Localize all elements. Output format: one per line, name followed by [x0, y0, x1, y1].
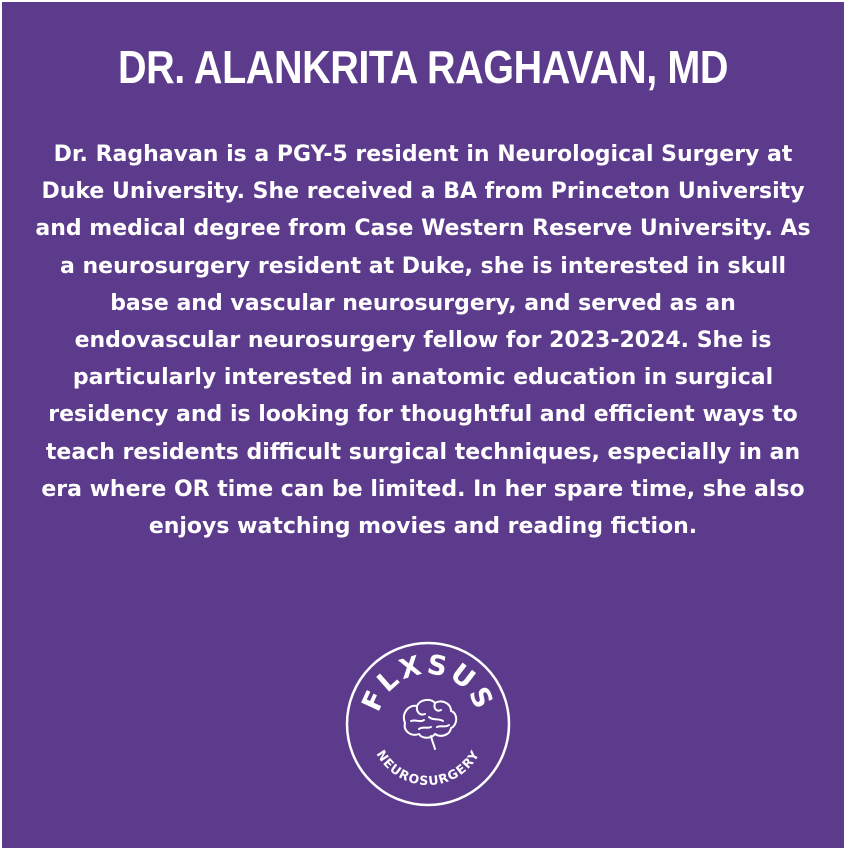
page-title: DR. ALANKRITA RAGHAVAN, MD	[117, 41, 729, 93]
logo-subtitle-text: NEUROSURGERY	[373, 747, 483, 789]
bio-text: Dr. Raghavan is a PGY-5 resident in Neurological Surgery at Duke University. She received a BA from Princeton University and medical degree from Case Western Reserve University. As a neurosurgery resident at Duke, she is interested in skull base and vascular neurosurgery, and served as an endovascular neurosurgery fellow for 2023-2024. She is particularly interested in anatomic education in surgical residency and is looking for thoughtful and efficient ways to teach residents difficult surgical techniques, especially in an era where OR time can be limited. In her spare time, she also enjoys watching movies and reading fiction.	[35, 142, 811, 540]
bio-card	[2, 2, 844, 848]
flxsus-logo	[345, 641, 511, 807]
logo-brand-text: FLXSUS	[356, 649, 500, 716]
brain-icon	[404, 700, 456, 749]
